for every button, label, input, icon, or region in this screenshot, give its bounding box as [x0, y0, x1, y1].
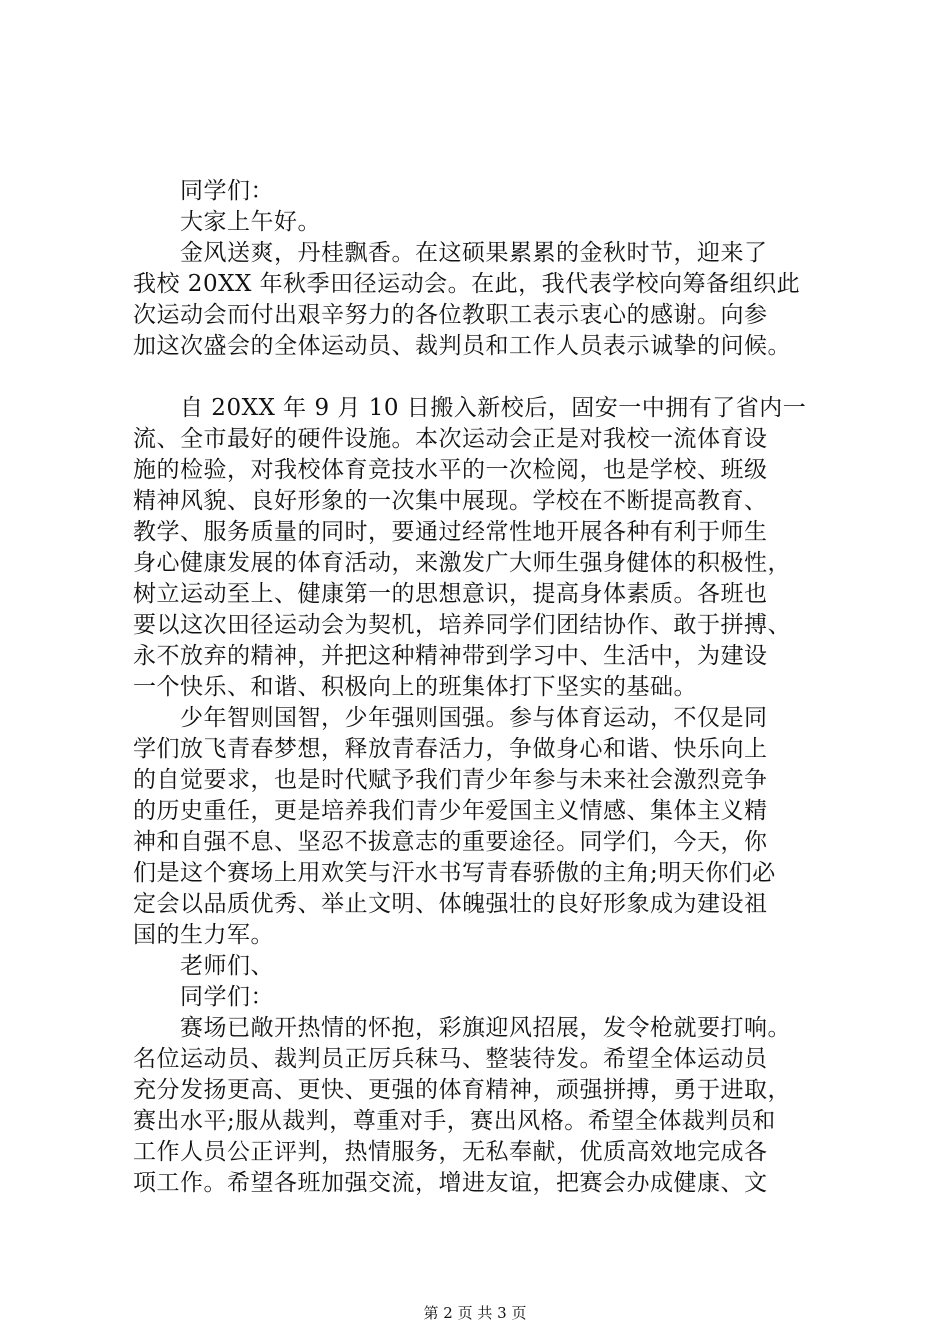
- text-line: 的自觉要求，也是时代赋予我们青少年参与未来社会激烈竞争: [133, 767, 768, 793]
- text-line: 定会以品质优秀、举止文明、体魄强壮的良好形象成为建设祖: [133, 891, 768, 917]
- text-line: 教学、服务质量的同时，要通过经常性地开展各种有利于师生: [133, 519, 768, 545]
- text-line: 我校 20XX 年秋季田径运动会。在此，我代表学校向筹备组织此: [133, 271, 801, 297]
- text-line: 赛场已敞开热情的怀抱，彩旗迎风招展，发令枪就要打响。: [180, 1015, 791, 1041]
- text-line: 赛出水平;服从裁判，尊重对手，赛出风格。希望全体裁判员和: [133, 1108, 776, 1134]
- text-line: 施的检验，对我校体育竞技水平的一次检阅，也是学校、班级: [133, 457, 768, 483]
- salutation-students: 同学们：: [180, 178, 274, 204]
- text-line: 神和自强不息、坚忍不拔意志的重要途径。同学们，今天，你: [133, 829, 768, 855]
- text-line: 流、全市最好的硬件设施。本次运动会正是对我校一流体育设: [133, 426, 768, 452]
- text-line: 永不放弃的精神，并把这种精神带到学习中、生活中，为建设: [133, 643, 768, 669]
- salutation-teachers: 老师们、: [180, 953, 274, 979]
- text-line: 精神风貌、良好形象的一次集中展现。学校在不断提高教育、: [133, 488, 768, 514]
- text-line: 充分发扬更高、更快、更强的体育精神，顽强拼搏，勇于进取，: [133, 1077, 791, 1103]
- greeting-line: 大家上午好。: [180, 209, 321, 235]
- text-line: 名位运动员、裁判员正厉兵秣马、整装待发。希望全体运动员: [133, 1046, 768, 1072]
- text-line: 学们放飞青春梦想，释放青春活力，争做身心和谐、快乐向上: [133, 736, 768, 762]
- paragraph-gap: [133, 362, 845, 393]
- text-line: 树立运动至上、健康第一的思想意识，提高身体素质。各班也: [133, 581, 768, 607]
- text-line: 金风送爽，丹桂飘香。在这硕果累累的金秋时节，迎来了: [180, 240, 768, 266]
- text-line: 们是这个赛场上用欢笑与汗水书写青春骄傲的主角;明天你们必: [133, 860, 776, 886]
- text-line: 次运动会而付出艰辛努力的各位教职工表示衷心的感谢。向参: [133, 302, 768, 328]
- text-line: 自 20XX 年 9 月 10 日搬入新校后，固安一中拥有了省内一: [180, 395, 807, 421]
- page-number-footer: 第 2 页 共 3 页: [423, 1304, 527, 1322]
- document-body: [133, 176, 845, 1199]
- text-line: 项工作。希望各班加强交流，增进友谊，把赛会办成健康、文: [133, 1170, 768, 1196]
- text-line: 工作人员公正评判，热情服务，无私奉献，优质高效地完成各: [133, 1139, 768, 1165]
- text-line: 身心健康发展的体育活动，来激发广大师生强身健体的积极性，: [133, 550, 791, 576]
- salutation-students: 同学们：: [180, 984, 274, 1010]
- text-line: 国的生力军。: [133, 922, 274, 948]
- text-line: 要以这次田径运动会为契机，培养同学们团结协作、敢于拼搏、: [133, 612, 791, 638]
- text-line: 的历史重任，更是培养我们青少年爱国主义情感、集体主义精: [133, 798, 768, 824]
- text-line: 加这次盛会的全体运动员、裁判员和工作人员表示诚挚的问候。: [133, 333, 791, 359]
- text-line: 一个快乐、和谐、积极向上的班集体打下坚实的基础。: [133, 674, 697, 700]
- text-line: 少年智则国智，少年强则国强。参与体育运动，不仅是同: [180, 705, 768, 731]
